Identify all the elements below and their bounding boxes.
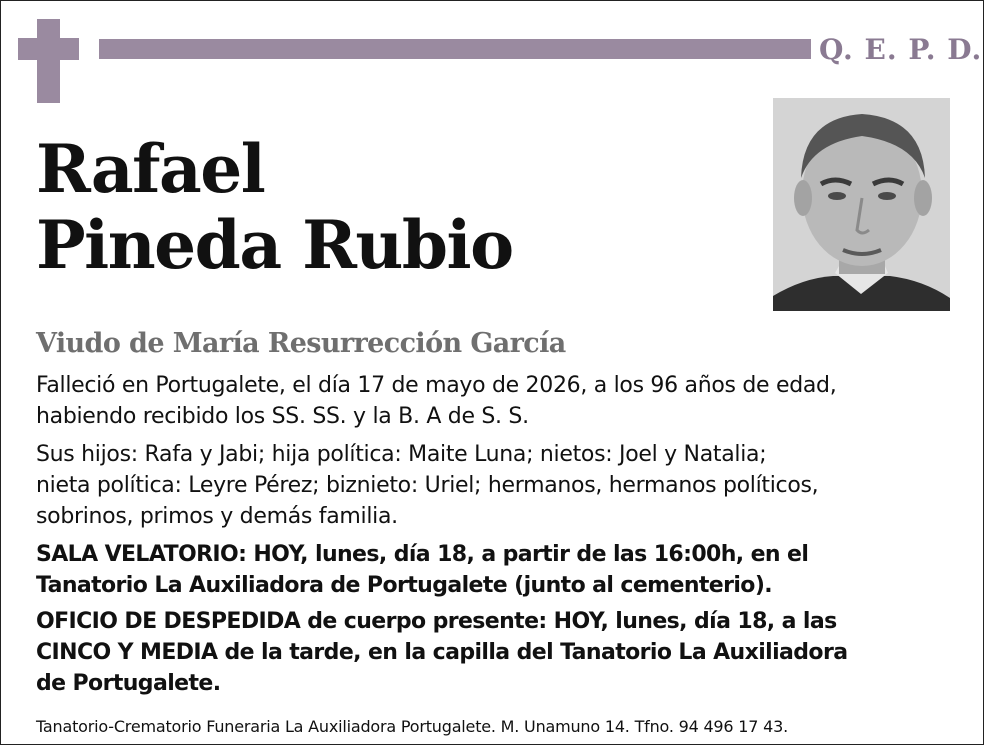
- funeral-home-footer: Tanatorio-Crematorio Funeraria La Auxiliadora Portugalete. M. Unamuno 14. Tfno. 94 496 17 43.: [36, 717, 788, 736]
- text-line: CINCO Y MEDIA de la tarde, en la capilla del Tanatorio La Auxiliadora: [36, 640, 848, 665]
- qepd-label: Q. E. P. D.: [819, 33, 983, 66]
- text-line: OFICIO DE DESPEDIDA de cuerpo presente: HOY, lunes, día 18, a las: [36, 609, 837, 634]
- first-name: Rafael: [36, 130, 265, 208]
- portrait-image: [773, 98, 950, 311]
- surnames: Pineda Rubio: [36, 206, 513, 284]
- text-line: Tanatorio La Auxiliadora de Portugalete (junto al cementerio).: [36, 573, 773, 598]
- text-line: habiendo recibido los SS. SS. y la B. A de S. S.: [36, 404, 529, 429]
- text-line: SALA VELATORIO: HOY, lunes, día 18, a partir de las 16:00h, en el: [36, 542, 809, 567]
- text-line: nieta política: Leyre Pérez; biznieto: Uriel; hermanos, hermanos políticos,: [36, 473, 819, 498]
- text-line: sobrinos, primos y demás familia.: [36, 504, 398, 529]
- wake-paragraph: [36, 539, 956, 601]
- text-line: de Portugalete.: [36, 671, 221, 696]
- text-line: Sus hijos: Rafa y Jabi; hija política: Maite Luna; nietos: Joel y Natalia;: [36, 442, 767, 467]
- family-paragraph: [36, 439, 956, 532]
- deceased-photo: [773, 98, 950, 311]
- header-divider-bar: [99, 39, 811, 59]
- deceased-name: [36, 131, 513, 283]
- death-paragraph: [36, 370, 956, 432]
- service-paragraph: [36, 606, 956, 699]
- widower-line: Viudo de María Resurrección García: [36, 328, 566, 359]
- cross-vertical-bar: [37, 19, 60, 103]
- cross-horizontal-bar: [18, 38, 79, 60]
- text-line: Falleció en Portugalete, el día 17 de mayo de 2026, a los 96 años de edad,: [36, 373, 837, 398]
